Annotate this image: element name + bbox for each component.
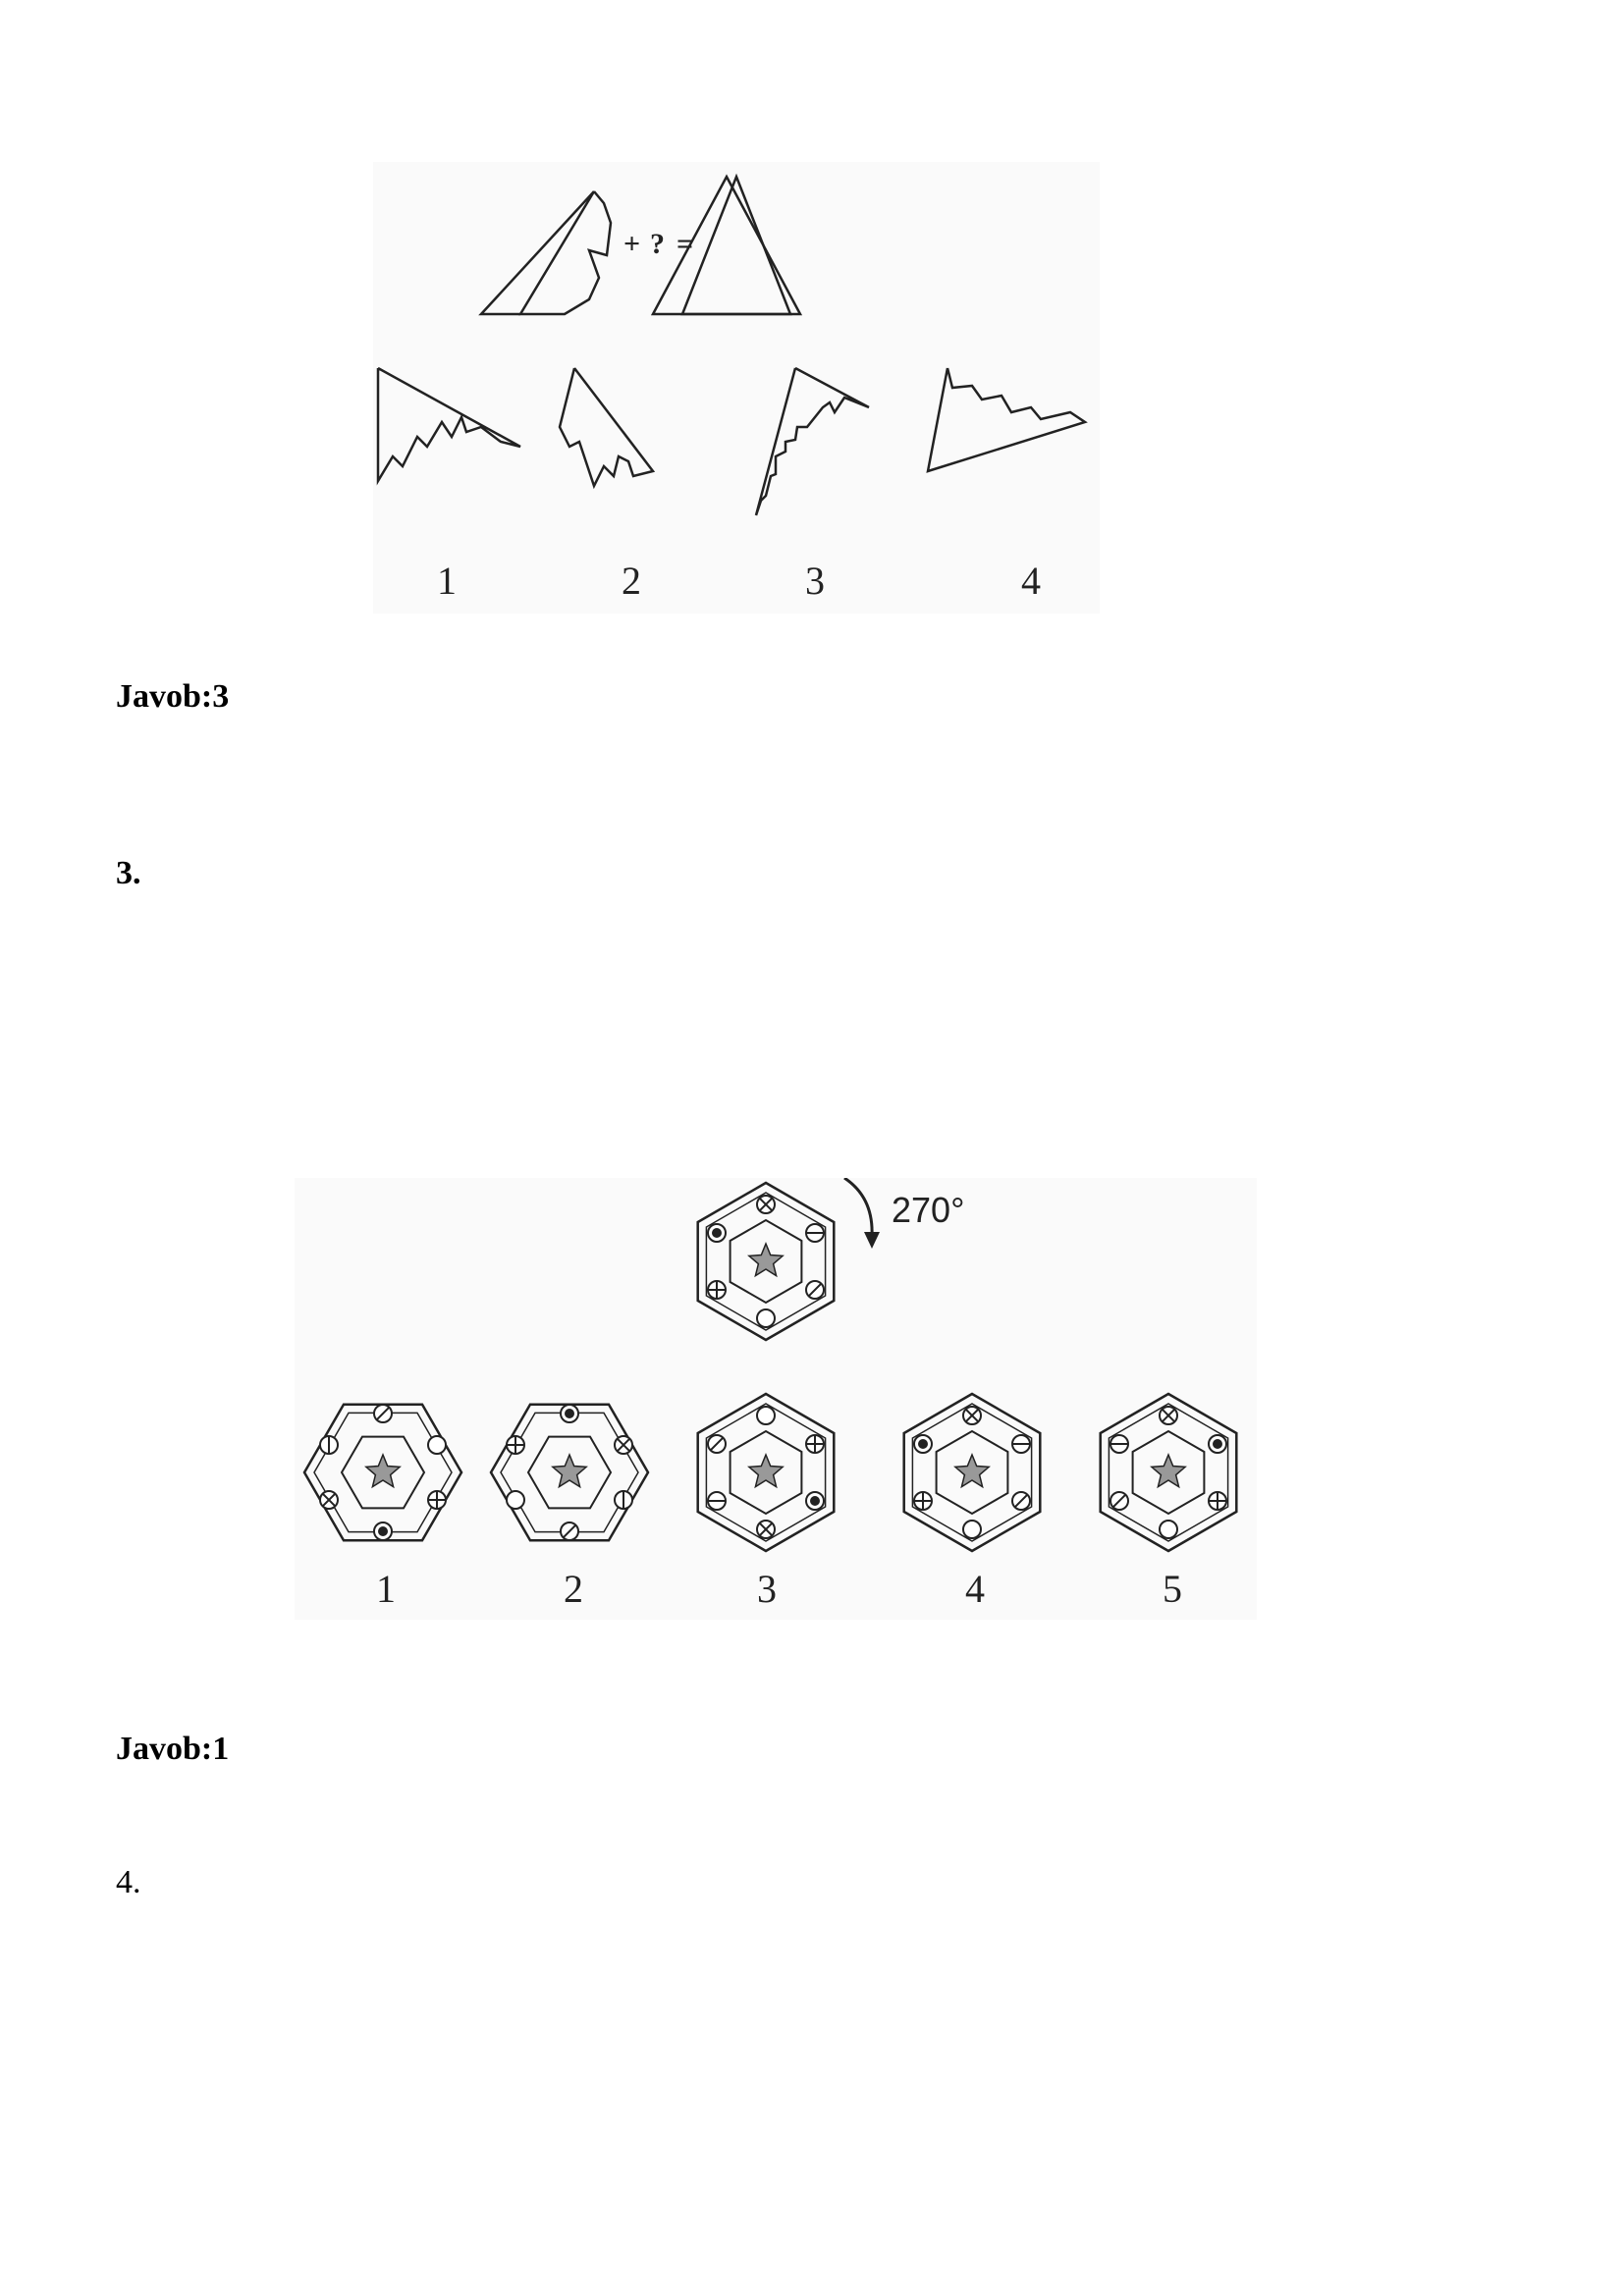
symbol-plus-icon xyxy=(708,1281,726,1299)
symbol-cross-icon xyxy=(615,1436,632,1454)
symbol-plus-icon xyxy=(914,1492,932,1510)
option-number-1: 1 xyxy=(437,559,457,603)
symbol-plus-icon xyxy=(507,1436,524,1454)
symbol-slash-icon xyxy=(708,1435,726,1453)
hex-option-number-4: 4 xyxy=(965,1567,985,1611)
symbol-dot-icon xyxy=(1209,1435,1226,1453)
symbol-minus-icon xyxy=(1012,1435,1030,1453)
plus-sign: + xyxy=(623,228,641,260)
equals-sign: = xyxy=(677,228,694,260)
answer-2: Javob:1 xyxy=(116,1731,230,1767)
option-number-2: 2 xyxy=(622,559,641,603)
symbol-plus-icon xyxy=(428,1491,446,1509)
symbol-circle-icon xyxy=(507,1491,524,1509)
hex-option-number-1: 1 xyxy=(376,1567,396,1611)
symbol-circle-icon xyxy=(757,1309,775,1327)
symbol-minus-icon xyxy=(1110,1435,1128,1453)
symbol-vbar-icon xyxy=(615,1491,632,1509)
symbol-slash-icon xyxy=(1012,1492,1030,1510)
hex-option-number-3: 3 xyxy=(757,1567,777,1611)
symbol-circle-icon xyxy=(757,1407,775,1424)
symbol-dot-icon xyxy=(914,1435,932,1453)
symbol-circle-icon xyxy=(963,1521,981,1538)
question-4-number: 4. xyxy=(116,1864,141,1900)
symbol-cross-icon xyxy=(963,1407,981,1424)
symbol-cross-icon xyxy=(1160,1407,1177,1424)
symbol-dot-icon xyxy=(374,1522,392,1540)
symbol-dot-icon xyxy=(708,1224,726,1242)
symbol-slash-icon xyxy=(561,1522,578,1540)
hexagon-rotation-figure xyxy=(295,1178,1257,1620)
option-number-3: 3 xyxy=(805,559,825,603)
symbol-slash-icon xyxy=(1110,1492,1128,1510)
symbol-slash-icon xyxy=(806,1281,824,1299)
hex-option-number-5: 5 xyxy=(1163,1567,1182,1611)
symbol-cross-icon xyxy=(757,1196,775,1213)
symbol-cross-icon xyxy=(757,1521,775,1538)
symbol-plus-icon xyxy=(806,1435,824,1453)
symbol-circle-icon xyxy=(1160,1521,1177,1538)
answer-1: Javob:3 xyxy=(116,678,230,715)
symbol-plus-icon xyxy=(1209,1492,1226,1510)
symbol-slash-icon xyxy=(374,1405,392,1422)
hex-option-number-2: 2 xyxy=(564,1567,583,1611)
rotation-label: 270° xyxy=(892,1190,965,1230)
question-mark: ? xyxy=(650,228,665,260)
symbol-circle-icon xyxy=(428,1436,446,1454)
symbol-dot-icon xyxy=(806,1492,824,1510)
triangle-puzzle-figure xyxy=(353,162,1119,614)
symbol-minus-icon xyxy=(806,1224,824,1242)
option-number-4: 4 xyxy=(1021,559,1041,603)
symbol-vbar-icon xyxy=(320,1436,338,1454)
figure-background xyxy=(373,162,1100,614)
question-3-number: 3. xyxy=(116,855,141,891)
symbol-minus-icon xyxy=(708,1492,726,1510)
symbol-cross-icon xyxy=(320,1491,338,1509)
symbol-dot-icon xyxy=(561,1405,578,1422)
